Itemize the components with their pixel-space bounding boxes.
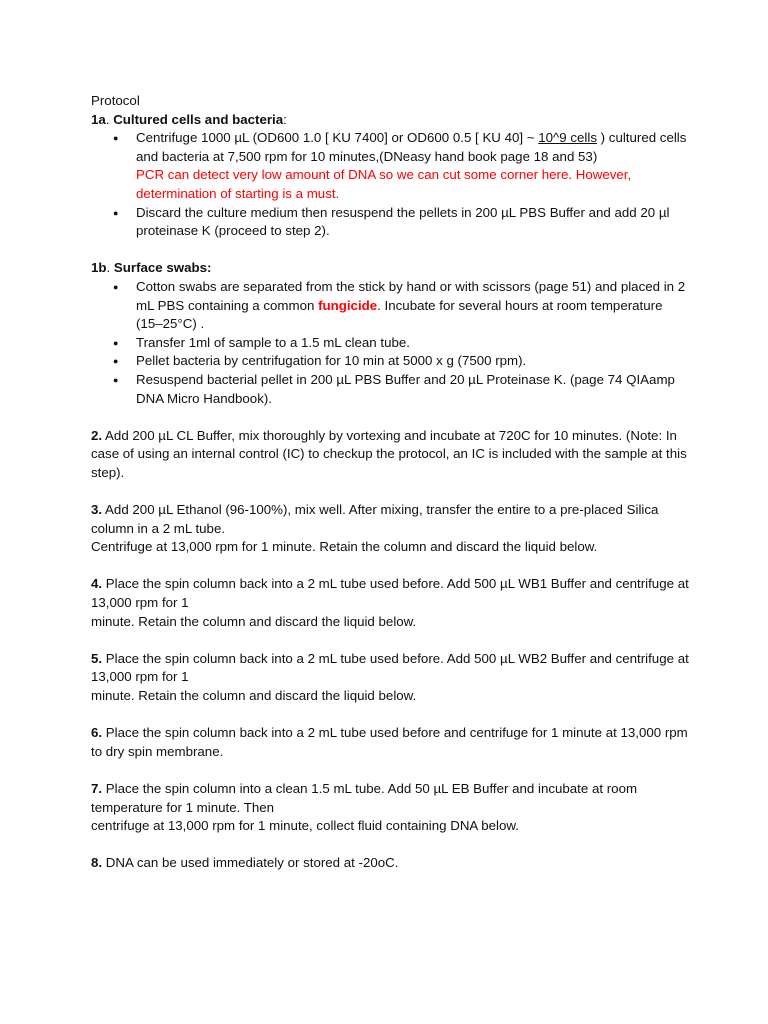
step-number: 7.: [91, 780, 103, 796]
section-1b-bullet-2: ● Transfer 1ml of sample to a 1.5 mL clean tube.: [91, 334, 691, 353]
step-number: 8.: [91, 855, 103, 871]
section-1b-title: Surface swabs:: [113, 260, 212, 276]
section-1b-bullet-4: ● Resuspend bacterial pellet in 200 µL PBS Buffer and 20 µL Proteinase K. (page 74 QIAamp DNA Micro Handbook).: [91, 371, 691, 408]
section-1b-list: [91, 278, 691, 408]
step-number: 4.: [91, 576, 103, 592]
step-text: Place the spin column back into a 2 mL tube used before. Add 500 µL WB1 Buffer and centrifuge at 13,000 rpm for 1: [91, 576, 689, 611]
step-text: Place the spin column back into a 2 mL tube used before and centrifuge for 1 minute at 13,000 rpm to dry spin membrane.: [91, 725, 688, 759]
step-text: minute. Retain the column and discard the liquid below.: [91, 613, 417, 629]
step-text: centrifuge at 13,000 rpm for 1 minute, collect fluid containing DNA below.: [91, 818, 519, 834]
section-1b-dot: .: [106, 260, 114, 276]
step-text: Place the spin column into a clean 1.5 mL tube. Add 50 µL EB Buffer and incubate at room temperature for 1 minute. Then: [91, 780, 638, 815]
red-note: PCR can detect very low amount of DNA so we can cut some corner here. However, determination of starting is a must.: [136, 167, 632, 201]
bullet-text: Cotton swabs are separated from the stick by hand or with scissors (page 51) and placed in 2 mL PBS containing a common: [136, 278, 686, 313]
section-1a-dot: .: [105, 111, 114, 127]
step-7: [91, 780, 691, 836]
step-text: Centrifuge at 13,000 rpm for 1 minute. Retain the column and discard the liquid below.: [91, 539, 598, 555]
cells-link: 10^9 cells: [538, 130, 597, 146]
section-1b-bullet-1: [91, 278, 691, 334]
section-1b-heading: [91, 259, 691, 278]
step-number: 5.: [91, 650, 103, 666]
step-2: [91, 427, 691, 483]
document-heading: Protocol: [91, 93, 140, 108]
section-1a-bullet-1: [91, 129, 691, 203]
bullet-text: ) cultured cells and bacteria at 7,500 rpm for 10 minutes,(DNeasy hand book page 18 and 53): [136, 130, 687, 164]
step-number: 3.: [91, 502, 103, 518]
section-1a-title: Cultured cells and bacteria: [113, 111, 284, 127]
section-1a-bullet-2: ● Discard the culture medium then resuspend the pellets in 200 µL PBS Buffer and add 20 µl proteinase K (proceed to step 2).: [91, 204, 691, 241]
step-text: DNA can be used immediately or stored at -20oC.: [102, 855, 399, 871]
bullet-text: . Incubate for several hours at room temperature (15–25°C) .: [136, 297, 663, 332]
bullet-text: Centrifuge 1000 µL (OD600 1.0 [ KU 7400] or OD600 0.5 [ KU 40] ~: [136, 130, 539, 146]
step-5: [91, 650, 691, 706]
step-4: [91, 575, 691, 631]
section-1a-number: 1a: [91, 111, 106, 127]
step-8: [91, 854, 691, 873]
fungicide-highlight: fungicide: [318, 297, 378, 313]
section-1a-heading: [91, 111, 691, 130]
step-number: 2.: [91, 427, 103, 443]
document-page: [91, 92, 691, 873]
step-text: Add 200 µL CL Buffer, mix thoroughly by vortexing and incubate at 720C for 10 minutes. (Note: In case of using an internal control (IC) to checkup the protocol, an IC is included with the sample at this step).: [91, 427, 687, 480]
step-text: Place the spin column back into a 2 mL tube used before. Add 500 µL WB2 Buffer and centrifuge at 13,000 rpm for 1: [91, 650, 689, 685]
step-text: minute. Retain the column and discard the liquid below.: [91, 688, 417, 703]
step-text: Add 200 µL Ethanol (96-100%), mix well. After mixing, transfer the entire to a pre-placed Silica column in a 2 mL tube.: [91, 502, 659, 536]
step-3: [91, 501, 691, 557]
step-number: 6.: [91, 725, 103, 741]
section-1a-colon: :: [283, 111, 287, 127]
step-6: [91, 724, 691, 761]
section-1b-number: 1b: [91, 260, 107, 276]
section-1a-list: [91, 129, 691, 241]
section-1b-bullet-3: ● Pellet bacteria by centrifugation for 10 min at 5000 x g (7500 rpm).: [91, 352, 691, 371]
